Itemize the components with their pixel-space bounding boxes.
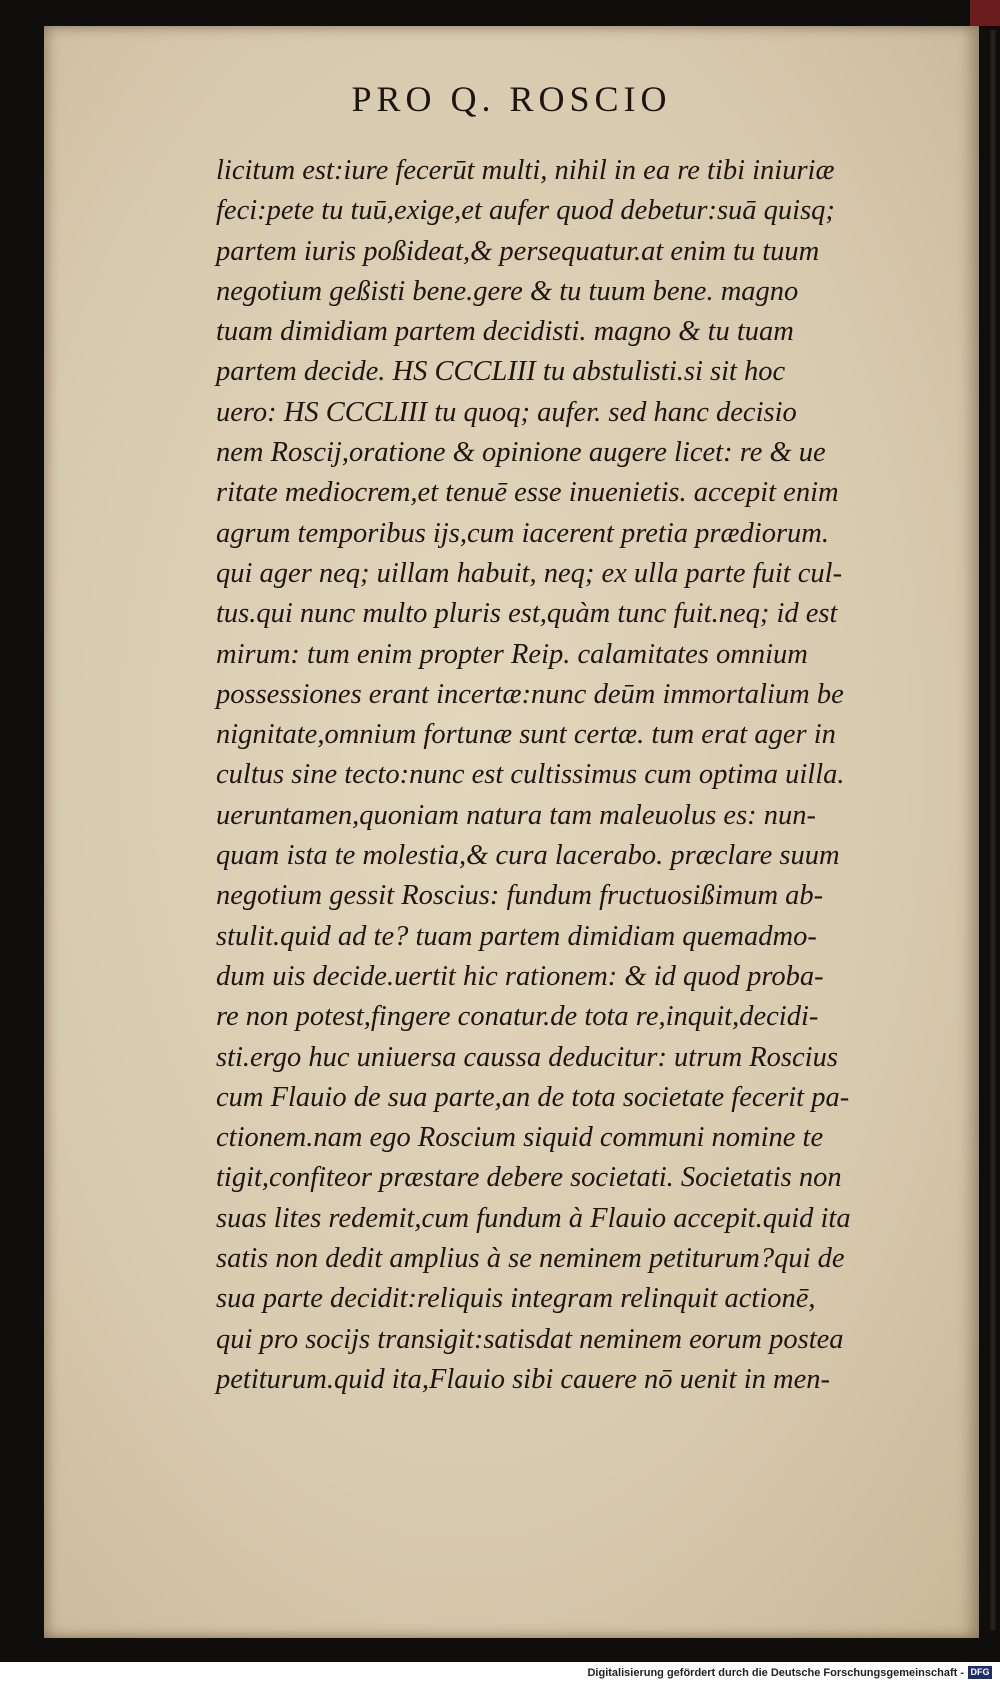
text-line: petiturum.quid ita,Flauio sibi cauere nō uenit in men-: [216, 1363, 830, 1395]
text-line: uero: HS CCCLIII tu quoq; aufer. sed hanc decisio: [216, 396, 797, 428]
text-line: re non potest,fingere conatur.de tota re,inquit,decidi-: [216, 1001, 819, 1033]
text-line: ritate mediocrem,et tenuē esse inuenietis. accepit enim: [216, 477, 839, 509]
dfg-logo: DFG: [968, 1666, 992, 1679]
text-line: qui pro socijs transigit:satisdat neminem eorum postea: [216, 1323, 844, 1355]
text-line: negotium geßisti bene.gere & tu tuum bene. magno: [216, 275, 799, 307]
text-line: partem decide. HS CCCLIII tu abstulisti.si sit hoc: [216, 356, 786, 388]
text-line: stulit.quid ad te? tuam partem dimidiam quemadmo-: [216, 920, 817, 952]
text-line: partem iuris poßideat,& persequatur.at enim tu tuum: [216, 235, 820, 267]
text-line: ctionem.nam ego Roscium siquid communi nomine te: [216, 1122, 824, 1154]
text-line: mirum: tum enim propter Reip. calamitates omnium: [216, 638, 808, 670]
text-line: nignitate,omnium fortunæ sunt certæ. tum erat ager in: [216, 719, 836, 751]
text-line: ueruntamen,quoniam natura tam maleuolus es: nun-: [216, 799, 817, 831]
text-line: possessiones erant incertæ:nunc deūm immortalium be: [216, 678, 844, 710]
text-line: nem Roscij,oratione & opinione augere licet: re & ue: [216, 437, 826, 469]
text-line: negotium gessit Roscius: fundum fructuosißimum ab-: [216, 880, 824, 912]
text-line: dum uis decide.uertit hic rationem: & id quod proba-: [216, 960, 824, 992]
text-line: quam ista te molestia,& cura lacerabo. præclare suum: [216, 840, 840, 872]
book-page: [44, 26, 979, 1638]
page-header: PRO Q. ROSCIO: [351, 79, 672, 119]
text-line: sti.ergo huc uniuersa caussa deducitur: utrum Roscius: [216, 1041, 838, 1073]
text-line: suas lites redemit,cum fundum à Flauio accepit.quid ita: [216, 1202, 851, 1234]
text-line: agrum temporibus ijs,cum iacerent pretia prædiorum.: [216, 517, 829, 549]
text-line: cultus sine tecto:nunc est cultissimus cum optima uilla.: [216, 759, 845, 791]
funding-notice: Digitalisierung gefördert durch die Deutsche Forschungsgemeinschaft -: [587, 1667, 964, 1679]
color-marker: [970, 0, 1000, 26]
text-line: cum Flauio de sua parte,an de tota societate fecerit pa-: [216, 1081, 850, 1113]
text-line: qui ager neq; uillam habuit, neq; ex ulla parte fuit cul-: [216, 557, 843, 589]
text-line: feci:pete tu tuū,exige,et aufer quod debetur:suā quisq;: [216, 195, 835, 227]
text-line: tuam dimidiam partem decidisti. magno & tu tuam: [216, 316, 794, 348]
text-line: sua parte decidit:reliquis integram relinquit actionē,: [216, 1283, 816, 1315]
text-line: satis non dedit amplius à se neminem petiturum?qui de: [216, 1243, 845, 1275]
text-line: tus.qui nunc multo pluris est,quàm tunc fuit.neq; id est: [216, 598, 838, 630]
text-line: licitum est:iure fecerūt multi, nihil in ea re tibi iniuriæ: [216, 155, 835, 186]
text-line: tigit,confiteor præstare debere societati. Societatis non: [216, 1162, 842, 1194]
body-text: [216, 151, 1000, 1400]
